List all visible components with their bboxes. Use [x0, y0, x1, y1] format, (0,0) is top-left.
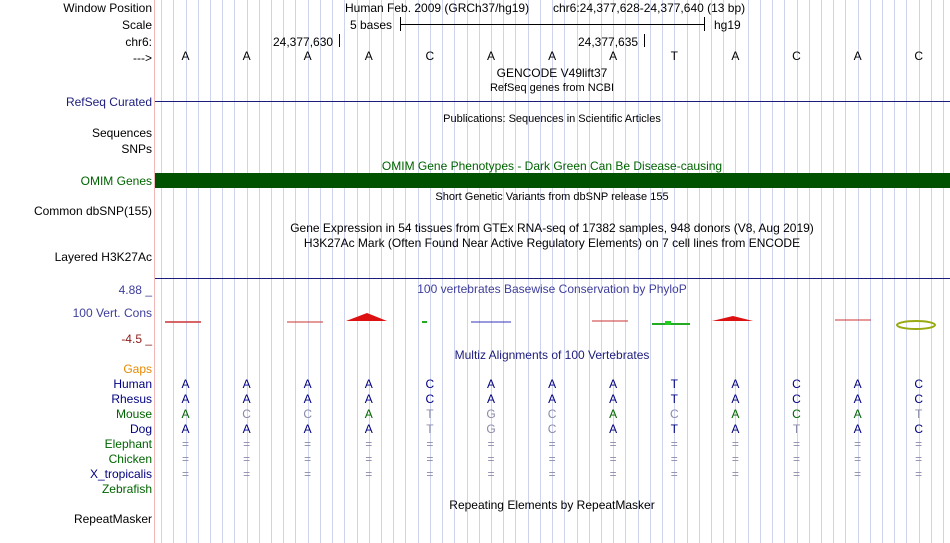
label-scale: Scale — [121, 18, 152, 32]
alignment-base: = — [609, 452, 617, 466]
alignment-base: C — [914, 377, 924, 391]
alignment-base: = — [243, 437, 251, 451]
alignment-base: = — [365, 467, 373, 481]
grid-line — [479, 0, 480, 543]
alignment-base: C — [425, 377, 435, 391]
alignment-base: = — [792, 452, 800, 466]
alignment-base: = — [548, 452, 556, 466]
alignment-base: A — [731, 377, 740, 391]
alignment-base: = — [548, 437, 556, 451]
alignment-base: A — [548, 392, 557, 406]
scale-db: hg19 — [714, 18, 741, 32]
alignment-base: C — [425, 392, 435, 406]
gtex-track-title[interactable]: Gene Expression in 54 tissues from GTEx RNA-seq of 17382 samples, 948 donors (V8, Aug 2019) — [290, 221, 814, 235]
grid-line — [882, 0, 883, 543]
alignment-base: A — [242, 392, 251, 406]
grid-line — [295, 0, 296, 543]
alignment-base: C — [303, 407, 313, 421]
species-label-human[interactable]: Human — [113, 377, 152, 391]
label-common-dbsnp[interactable]: Common dbSNP(155) — [33, 204, 152, 218]
alignment-base: C — [914, 422, 924, 436]
alignment-base: C — [792, 407, 801, 421]
alignment-base: A — [364, 392, 373, 406]
alignment-base: A — [364, 377, 373, 391]
label-omim-genes[interactable]: OMIM Genes — [80, 174, 152, 188]
scale-bar — [400, 17, 705, 31]
alignment-base: = — [854, 452, 862, 466]
alignment-base: = — [548, 467, 556, 481]
reference-base: C — [792, 49, 801, 63]
alignment-base: = — [670, 452, 678, 466]
grid-line — [332, 0, 333, 543]
alignment-base: A — [181, 392, 190, 406]
alignment-base: = — [731, 467, 739, 481]
alignment-base: A — [486, 377, 495, 391]
h3k27ac-track-line — [155, 278, 950, 279]
assembly-title: Human Feb. 2009 (GRCh37/hg19) — [345, 1, 530, 15]
alignment-base: A — [303, 377, 312, 391]
grid-line — [405, 0, 406, 543]
alignment-base: T — [426, 422, 434, 436]
grid-line — [662, 0, 663, 543]
alignment-base: C — [792, 392, 801, 406]
alignment-base: = — [426, 437, 434, 451]
grid-line — [418, 0, 419, 543]
alignment-base: C — [669, 407, 679, 421]
alignment-base: = — [670, 467, 678, 481]
alignment-base: = — [365, 437, 373, 451]
alignment-base: A — [609, 392, 618, 406]
alignment-base: = — [487, 467, 495, 481]
alignment-base: A — [731, 407, 740, 421]
grid-line — [638, 0, 639, 543]
alignment-base: G — [486, 422, 496, 436]
label-window-position: Window Position — [63, 1, 152, 15]
alignment-base: = — [792, 467, 800, 481]
alignment-base: A — [486, 392, 495, 406]
alignment-base: A — [242, 422, 251, 436]
alignment-base: A — [609, 407, 618, 421]
reference-base: A — [486, 49, 495, 63]
reference-base: A — [242, 49, 251, 63]
grid-line — [870, 0, 871, 543]
reference-base: C — [425, 49, 435, 63]
alignment-base: = — [487, 452, 495, 466]
alignment-base: A — [303, 392, 312, 406]
reference-base: A — [609, 49, 618, 63]
alignment-base: T — [792, 422, 801, 436]
refseq-track-title[interactable]: RefSeq genes from NCBI — [489, 82, 615, 94]
alignment-base: = — [365, 452, 373, 466]
label-layered-h3k27ac[interactable]: Layered H3K27Ac — [54, 250, 152, 264]
alignment-base: = — [792, 437, 800, 451]
alignment-base: C — [242, 407, 251, 421]
position-coords: chr6:24,377,628-24,377,640 (13 bp) — [553, 1, 746, 15]
label-cons-min: -4.5 _ — [121, 332, 152, 346]
multiz-track-title[interactable]: Multiz Alignments of 100 Vertebrates — [454, 348, 650, 362]
alignment-base: C — [792, 377, 801, 391]
alignment-base: = — [915, 452, 923, 466]
grid-line — [760, 0, 761, 543]
alignment-base: = — [731, 452, 739, 466]
alignment-base: A — [181, 407, 190, 421]
phylop-dot — [665, 321, 671, 325]
gencode-track-title[interactable]: GENCODE V49lift37 — [496, 66, 608, 80]
alignment-base: = — [426, 452, 434, 466]
phylop-peak-1 — [346, 313, 387, 321]
reference-base: A — [731, 49, 740, 63]
grid-line — [723, 0, 724, 543]
reference-base: A — [548, 49, 557, 63]
label-repeatmasker[interactable]: RepeatMasker — [73, 512, 152, 526]
grid-line — [833, 0, 834, 543]
alignment-base: A — [731, 392, 740, 406]
browser-track-image[interactable] — [155, 0, 950, 543]
label-sequences[interactable]: Sequences — [91, 126, 152, 140]
alignment-base: = — [304, 467, 312, 481]
grid-line — [821, 0, 822, 543]
alignment-base: = — [854, 467, 862, 481]
alignment-base: = — [915, 467, 923, 481]
grid-line — [467, 0, 468, 543]
alignment-base: C — [547, 407, 557, 421]
grid-line — [161, 0, 162, 543]
refseq-track-line — [155, 101, 950, 102]
grid-line — [283, 0, 284, 543]
alignment-base: = — [181, 452, 189, 466]
publications-track-title[interactable]: Publications: Sequences in Scientific Articles — [443, 113, 661, 125]
grid-line — [784, 0, 785, 543]
repeatmasker-track-title[interactable]: Repeating Elements by RepeatMasker — [449, 498, 655, 512]
alignment-base: A — [181, 422, 190, 436]
phylop-loop — [897, 321, 935, 329]
reference-base: A — [181, 49, 190, 63]
alignment-base: C — [547, 422, 557, 436]
grid-line — [222, 0, 223, 543]
grid-line — [210, 0, 211, 543]
reference-base: A — [853, 49, 862, 63]
grid-line — [748, 0, 749, 543]
grid-line — [173, 0, 174, 543]
alignment-base: = — [731, 437, 739, 451]
grid-line — [381, 0, 382, 543]
alignment-base: = — [854, 437, 862, 451]
alignment-base: A — [609, 422, 618, 436]
scale-text: 5 bases — [350, 18, 393, 32]
grid-line — [259, 0, 260, 543]
alignment-base: A — [853, 407, 862, 421]
alignment-base: T — [670, 377, 678, 391]
alignment-base: = — [181, 467, 189, 481]
alignment-base: = — [609, 467, 617, 481]
grid-line — [772, 0, 773, 543]
species-label-chicken[interactable]: Chicken — [108, 452, 152, 466]
grid-line — [687, 0, 688, 543]
species-label-mouse[interactable]: Mouse — [115, 407, 152, 421]
label-snps[interactable]: SNPs — [121, 142, 152, 156]
alignment-base: = — [243, 452, 251, 466]
alignment-base: A — [181, 377, 190, 391]
label-strand[interactable]: ---> — [133, 51, 152, 65]
h3k27ac-track-title[interactable]: H3K27Ac Mark (Often Found Near Active Regulatory Elements) on 7 cell lines from ENCODE — [303, 236, 801, 250]
grid-line — [454, 0, 455, 543]
species-label-zebrafish[interactable]: Zebrafish — [101, 482, 152, 496]
label-gaps[interactable]: Gaps — [123, 362, 152, 376]
grid-line — [943, 0, 944, 543]
alignment-base: = — [670, 437, 678, 451]
omim-gene-bar[interactable] — [155, 173, 950, 188]
phylop-wiggle[interactable] — [155, 305, 950, 335]
species-label-dog[interactable]: Dog — [129, 422, 152, 436]
ruler-tick-1 — [339, 34, 340, 47]
alignment-base: = — [487, 437, 495, 451]
alignment-base: A — [609, 377, 618, 391]
species-label-elephant[interactable]: Elephant — [104, 437, 152, 451]
grid-line — [393, 0, 394, 543]
alignment-base: A — [853, 422, 862, 436]
alignment-base: T — [915, 407, 923, 421]
grid-line — [711, 0, 712, 543]
alignment-base: = — [304, 437, 312, 451]
species-label-x_tropicalis[interactable]: X_tropicalis — [89, 467, 152, 481]
reference-base: C — [914, 49, 924, 63]
label-cons-max: 4.88 _ — [118, 283, 152, 297]
ruler-tick-2 — [644, 34, 645, 47]
alignment-base: = — [181, 437, 189, 451]
species-label-rhesus[interactable]: Rhesus — [111, 392, 152, 406]
alignment-base: T — [670, 392, 678, 406]
alignment-base: A — [242, 377, 251, 391]
alignment-base: T — [670, 422, 678, 436]
omim-track-title[interactable]: OMIM Gene Phenotypes - Dark Green Can Be Disease-causing — [381, 159, 723, 173]
alignment-base: = — [304, 452, 312, 466]
phylop-peak-2 — [712, 316, 753, 321]
phylop-track-title[interactable]: 100 vertebrates Basewise Conservation by PhyloP — [417, 282, 687, 296]
dbsnp-track-title[interactable]: Short Genetic Variants from dbSNP release 155 — [435, 191, 669, 203]
grid-line — [650, 0, 651, 543]
alignment-base: = — [243, 467, 251, 481]
grid-line — [271, 0, 272, 543]
grid-line — [198, 0, 199, 543]
alignment-base: A — [303, 422, 312, 436]
alignment-base: G — [486, 407, 496, 421]
grid-line — [845, 0, 846, 543]
label-chromosome: chr6: — [125, 35, 152, 49]
alignment-base: A — [853, 377, 862, 391]
ruler-tick-label-2: 24,377,635 — [578, 35, 639, 49]
grid-line — [320, 0, 321, 543]
grid-line — [931, 0, 932, 543]
alignment-base: A — [731, 422, 740, 436]
alignment-base: A — [853, 392, 862, 406]
alignment-base: = — [609, 437, 617, 451]
alignment-base: A — [364, 422, 373, 436]
label-100-vert-cons[interactable]: 100 Vert. Cons — [72, 306, 152, 320]
grid-line — [442, 0, 443, 543]
reference-base: A — [364, 49, 373, 63]
label-refseq-curated[interactable]: RefSeq Curated — [65, 95, 152, 109]
reference-base: A — [303, 49, 312, 63]
grid-line — [344, 0, 345, 543]
grid-line — [625, 0, 626, 543]
alignment-base: = — [915, 437, 923, 451]
grid-line — [809, 0, 810, 543]
grid-line — [357, 0, 358, 543]
grid-line — [699, 0, 700, 543]
alignment-base: = — [426, 467, 434, 481]
grid-line — [906, 0, 907, 543]
ruler-tick-label-1: 24,377,630 — [273, 35, 334, 49]
grid-line — [234, 0, 235, 543]
alignment-base: A — [548, 377, 557, 391]
reference-base: T — [670, 49, 678, 63]
alignment-base: C — [914, 392, 924, 406]
alignment-base: A — [364, 407, 373, 421]
grid-line — [894, 0, 895, 543]
alignment-base: T — [426, 407, 434, 421]
